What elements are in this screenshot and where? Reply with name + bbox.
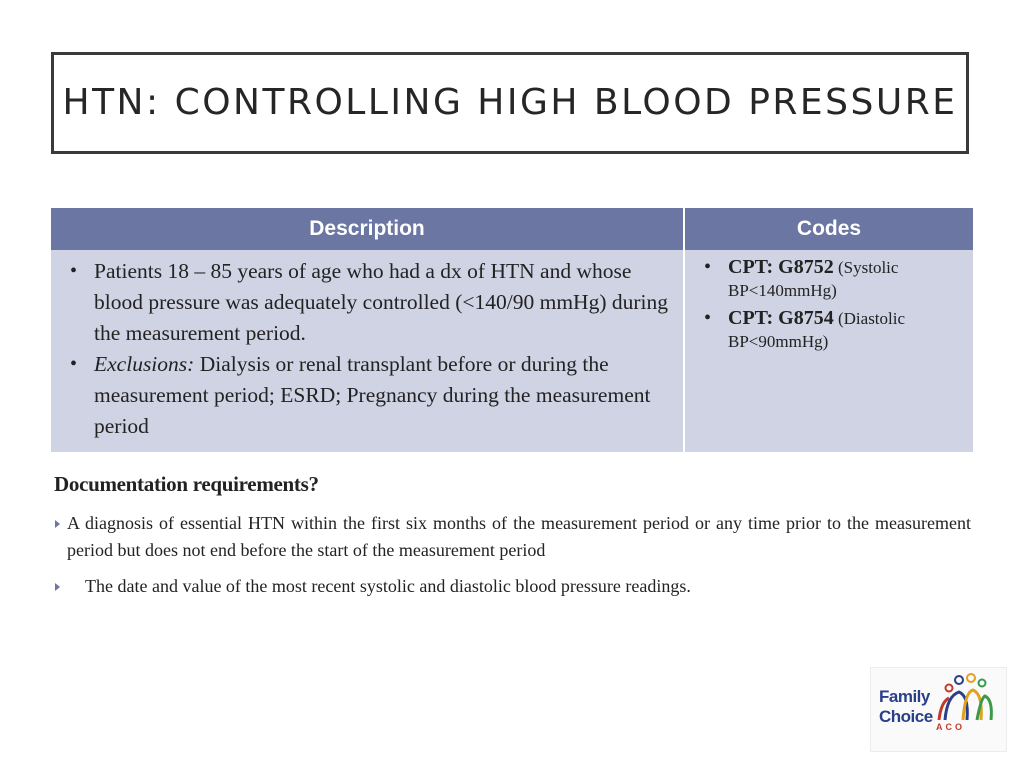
measure-table	[51, 208, 973, 452]
requirement-item	[51, 510, 971, 564]
family-figures-icon	[929, 672, 1003, 724]
code-note: (Diastolic BP<90mmHg)	[728, 309, 906, 351]
list-item: • Patients 18 – 85 years of age who had a dx of HTN and whose blood pressure was adequately controlled (<140/90 mmHg) during the measurement period.	[61, 256, 671, 349]
bullet-arrow-icon	[55, 583, 60, 591]
documentation-heading: Documentation requirements?	[54, 472, 319, 496]
header-codes: Codes	[684, 208, 973, 250]
header-description: Description	[51, 208, 684, 250]
list-item	[695, 256, 961, 302]
logo-aco: ACO	[936, 722, 965, 732]
title-box	[51, 52, 969, 154]
code-value: CPT: G8754	[728, 307, 834, 329]
list-item	[695, 307, 961, 353]
slide-title: HTN: CONTROLLING HIGH BLOOD PRESSURE	[62, 81, 958, 123]
exclusions-label: Exclusions:	[94, 352, 195, 376]
table-row	[51, 250, 973, 452]
description-cell	[51, 250, 684, 452]
family-choice-logo	[870, 667, 1007, 752]
logo-line1: Family	[879, 687, 930, 706]
logo-wordmark	[879, 687, 933, 727]
requirement-text: A diagnosis of essential HTN within the first six months of the measurement period or any time prior to the measurement period but does not end before the start of the measurement period	[67, 513, 971, 560]
logo-line2: Choice	[879, 707, 933, 726]
requirement-text: The date and value of the most recent systolic and diastolic blood pressure readings.	[85, 576, 691, 596]
requirement-item	[51, 573, 971, 600]
code-value: CPT: G8752	[728, 256, 834, 278]
description-list	[61, 256, 671, 442]
codes-cell	[684, 250, 973, 452]
codes-list	[695, 256, 961, 353]
code-note: (Systolic BP<140mmHg)	[728, 258, 899, 300]
bullet-arrow-icon	[55, 520, 60, 528]
exclusions-text: Dialysis or renal transplant before or during the measurement period; ESRD; Pregnancy during the measurement period	[94, 352, 651, 438]
list-item	[61, 349, 671, 442]
table-header-row	[51, 208, 973, 250]
